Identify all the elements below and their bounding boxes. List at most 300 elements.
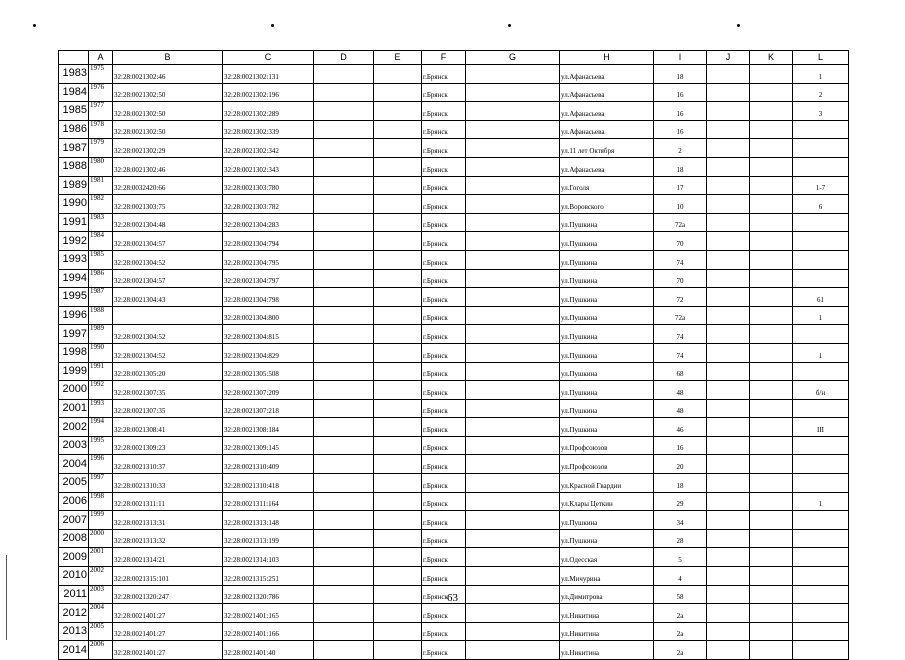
cell-l[interactable] bbox=[793, 362, 849, 381]
row-number[interactable]: 1999 bbox=[59, 362, 89, 381]
cell-h[interactable]: ул.Пушкина bbox=[560, 511, 654, 530]
cell-j[interactable] bbox=[707, 176, 750, 195]
cell-h[interactable]: ул.Пушкина bbox=[560, 232, 654, 251]
cell-c[interactable]: 32:28:0021302:343 bbox=[223, 157, 314, 176]
cell-h[interactable]: ул.Никитина bbox=[560, 622, 654, 641]
cell-a[interactable]: 1986 bbox=[89, 269, 113, 288]
cell-h[interactable]: ул.Профсоюзов bbox=[560, 436, 654, 455]
cell-c[interactable]: 32:28:0021401:166 bbox=[223, 622, 314, 641]
cell-j[interactable] bbox=[707, 492, 750, 511]
cell-c[interactable]: 32:28:0021309:145 bbox=[223, 436, 314, 455]
cell-b[interactable]: 32:28:0021304:52 bbox=[113, 250, 223, 269]
cell-k[interactable] bbox=[750, 511, 793, 530]
row-number[interactable]: 1998 bbox=[59, 343, 89, 362]
cell-j[interactable] bbox=[707, 399, 750, 418]
cell-k[interactable] bbox=[750, 455, 793, 474]
cell-j[interactable] bbox=[707, 455, 750, 474]
row-number[interactable]: 2007 bbox=[59, 511, 89, 530]
cell-f[interactable]: г.Брянск bbox=[422, 213, 466, 232]
cell-a[interactable]: 2001 bbox=[89, 548, 113, 567]
cell-i[interactable]: 2а bbox=[654, 604, 707, 623]
cell-h[interactable]: ул.Мичурина bbox=[560, 567, 654, 586]
cell-k[interactable] bbox=[750, 548, 793, 567]
cell-g[interactable] bbox=[466, 65, 560, 84]
cell-k[interactable] bbox=[750, 269, 793, 288]
cell-j[interactable] bbox=[707, 213, 750, 232]
cell-g[interactable] bbox=[466, 641, 560, 660]
cell-k[interactable] bbox=[750, 399, 793, 418]
cell-k[interactable] bbox=[750, 604, 793, 623]
cell-j[interactable] bbox=[707, 362, 750, 381]
cell-b[interactable]: 32:28:0021309:23 bbox=[113, 436, 223, 455]
cell-k[interactable] bbox=[750, 492, 793, 511]
cell-b[interactable]: 32:28:0021303:75 bbox=[113, 195, 223, 214]
cell-e[interactable] bbox=[374, 102, 422, 121]
cell-f[interactable]: г.Брянск bbox=[422, 529, 466, 548]
cell-a[interactable]: 2002 bbox=[89, 567, 113, 586]
cell-f[interactable]: г.Брянск bbox=[422, 157, 466, 176]
cell-h[interactable]: ул.Пушкина bbox=[560, 306, 654, 325]
cell-g[interactable] bbox=[466, 343, 560, 362]
cell-a[interactable]: 1976 bbox=[89, 83, 113, 102]
cell-a[interactable]: 1990 bbox=[89, 343, 113, 362]
cell-d[interactable] bbox=[314, 65, 374, 84]
cell-j[interactable] bbox=[707, 83, 750, 102]
cell-j[interactable] bbox=[707, 288, 750, 307]
cell-h[interactable]: ул.Пушкина bbox=[560, 269, 654, 288]
cell-d[interactable] bbox=[314, 306, 374, 325]
cell-g[interactable] bbox=[466, 232, 560, 251]
cell-a[interactable]: 1993 bbox=[89, 399, 113, 418]
cell-h[interactable]: ул.Пушкина bbox=[560, 362, 654, 381]
column-header[interactable]: L bbox=[793, 51, 849, 65]
cell-k[interactable] bbox=[750, 325, 793, 344]
cell-h[interactable]: ул.Афанасьева bbox=[560, 157, 654, 176]
cell-l[interactable] bbox=[793, 474, 849, 493]
cell-i[interactable]: 2а bbox=[654, 622, 707, 641]
cell-a[interactable]: 1975 bbox=[89, 65, 113, 84]
cell-b[interactable]: 32:28:0021305:20 bbox=[113, 362, 223, 381]
cell-k[interactable] bbox=[750, 622, 793, 641]
cell-k[interactable] bbox=[750, 250, 793, 269]
cell-f[interactable]: г.Брянск bbox=[422, 567, 466, 586]
cell-k[interactable] bbox=[750, 381, 793, 400]
cell-g[interactable] bbox=[466, 511, 560, 530]
cell-j[interactable] bbox=[707, 232, 750, 251]
cell-a[interactable]: 1998 bbox=[89, 492, 113, 511]
cell-j[interactable] bbox=[707, 102, 750, 121]
cell-k[interactable] bbox=[750, 362, 793, 381]
cell-a[interactable]: 1989 bbox=[89, 325, 113, 344]
cell-f[interactable]: г.Брянск bbox=[422, 418, 466, 437]
cell-e[interactable] bbox=[374, 455, 422, 474]
cell-g[interactable] bbox=[466, 436, 560, 455]
cell-i[interactable]: 48 bbox=[654, 399, 707, 418]
cell-e[interactable] bbox=[374, 120, 422, 139]
cell-f[interactable]: г.Брянск bbox=[422, 474, 466, 493]
cell-l[interactable] bbox=[793, 269, 849, 288]
cell-i[interactable]: 74 bbox=[654, 250, 707, 269]
cell-g[interactable] bbox=[466, 157, 560, 176]
cell-h[interactable]: ул.Никитина bbox=[560, 641, 654, 660]
cell-a[interactable]: 2003 bbox=[89, 585, 113, 604]
cell-i[interactable]: 17 bbox=[654, 176, 707, 195]
cell-b[interactable]: 32:28:0021302:50 bbox=[113, 83, 223, 102]
cell-g[interactable] bbox=[466, 492, 560, 511]
cell-f[interactable]: г.Брянск bbox=[422, 139, 466, 158]
cell-k[interactable] bbox=[750, 195, 793, 214]
cell-i[interactable]: 70 bbox=[654, 269, 707, 288]
cell-i[interactable]: 2а bbox=[654, 641, 707, 660]
cell-a[interactable]: 1984 bbox=[89, 232, 113, 251]
cell-g[interactable] bbox=[466, 213, 560, 232]
cell-k[interactable] bbox=[750, 306, 793, 325]
cell-k[interactable] bbox=[750, 641, 793, 660]
cell-b[interactable]: 32:28:0021302:50 bbox=[113, 120, 223, 139]
cell-a[interactable]: 1996 bbox=[89, 455, 113, 474]
cell-i[interactable]: 74 bbox=[654, 325, 707, 344]
column-header[interactable]: H bbox=[560, 51, 654, 65]
cell-i[interactable]: 34 bbox=[654, 511, 707, 530]
cell-b[interactable]: 32:28:0021314:21 bbox=[113, 548, 223, 567]
cell-a[interactable]: 1988 bbox=[89, 306, 113, 325]
row-number[interactable]: 1983 bbox=[59, 65, 89, 84]
cell-f[interactable]: г.Брянск bbox=[422, 176, 466, 195]
row-number[interactable]: 2013 bbox=[59, 622, 89, 641]
row-number[interactable]: 1987 bbox=[59, 139, 89, 158]
cell-c[interactable]: 32:28:0021304:283 bbox=[223, 213, 314, 232]
row-number[interactable]: 1992 bbox=[59, 232, 89, 251]
cell-c[interactable]: 32:28:0021304:815 bbox=[223, 325, 314, 344]
cell-e[interactable] bbox=[374, 362, 422, 381]
row-number[interactable]: 1994 bbox=[59, 269, 89, 288]
cell-i[interactable]: 72 bbox=[654, 288, 707, 307]
cell-k[interactable] bbox=[750, 436, 793, 455]
cell-c[interactable]: 32:28:0021302:289 bbox=[223, 102, 314, 121]
cell-f[interactable]: г.Брянск bbox=[422, 83, 466, 102]
cell-a[interactable]: 1994 bbox=[89, 418, 113, 437]
cell-i[interactable]: 16 bbox=[654, 120, 707, 139]
cell-f[interactable]: г.Брянск bbox=[422, 511, 466, 530]
cell-a[interactable]: 1981 bbox=[89, 176, 113, 195]
cell-g[interactable] bbox=[466, 139, 560, 158]
cell-a[interactable]: 2004 bbox=[89, 604, 113, 623]
row-number[interactable]: 2000 bbox=[59, 381, 89, 400]
cell-l[interactable] bbox=[793, 455, 849, 474]
cell-g[interactable] bbox=[466, 362, 560, 381]
cell-l[interactable]: 61 bbox=[793, 288, 849, 307]
cell-d[interactable] bbox=[314, 455, 374, 474]
cell-k[interactable] bbox=[750, 213, 793, 232]
cell-i[interactable]: 5 bbox=[654, 548, 707, 567]
cell-b[interactable]: 32:28:0021304:57 bbox=[113, 232, 223, 251]
cell-c[interactable]: 32:28:0021307:209 bbox=[223, 381, 314, 400]
cell-h[interactable]: ул.Пушкина bbox=[560, 381, 654, 400]
cell-f[interactable]: г.Брянск bbox=[422, 232, 466, 251]
cell-a[interactable]: 1980 bbox=[89, 157, 113, 176]
cell-l[interactable] bbox=[793, 436, 849, 455]
cell-h[interactable]: ул.Пушкина bbox=[560, 529, 654, 548]
cell-i[interactable]: 58 bbox=[654, 585, 707, 604]
cell-d[interactable] bbox=[314, 511, 374, 530]
cell-b[interactable]: 32:28:0021311:11 bbox=[113, 492, 223, 511]
cell-h[interactable]: ул.Пушкина bbox=[560, 399, 654, 418]
cell-l[interactable]: 2 bbox=[793, 83, 849, 102]
cell-c[interactable]: 32:28:0021308:184 bbox=[223, 418, 314, 437]
row-number[interactable]: 1991 bbox=[59, 213, 89, 232]
cell-b[interactable]: 32:28:0021315:101 bbox=[113, 567, 223, 586]
cell-a[interactable]: 1987 bbox=[89, 288, 113, 307]
cell-i[interactable]: 74 bbox=[654, 343, 707, 362]
cell-i[interactable]: 4 bbox=[654, 567, 707, 586]
cell-i[interactable]: 18 bbox=[654, 157, 707, 176]
column-header[interactable]: G bbox=[466, 51, 560, 65]
cell-c[interactable]: 32:28:0021304:800 bbox=[223, 306, 314, 325]
cell-l[interactable] bbox=[793, 120, 849, 139]
cell-d[interactable] bbox=[314, 548, 374, 567]
row-number[interactable]: 2008 bbox=[59, 529, 89, 548]
cell-l[interactable] bbox=[793, 250, 849, 269]
cell-h[interactable]: ул.Афанасьева bbox=[560, 120, 654, 139]
cell-e[interactable] bbox=[374, 548, 422, 567]
cell-k[interactable] bbox=[750, 139, 793, 158]
cell-c[interactable]: 32:28:0021311:164 bbox=[223, 492, 314, 511]
cell-c[interactable]: 32:28:0021304:795 bbox=[223, 250, 314, 269]
cell-j[interactable] bbox=[707, 567, 750, 586]
cell-f[interactable]: г.Брянск bbox=[422, 288, 466, 307]
cell-d[interactable] bbox=[314, 250, 374, 269]
column-header[interactable]: B bbox=[113, 51, 223, 65]
cell-l[interactable]: III bbox=[793, 418, 849, 437]
cell-f[interactable]: г.Брянск bbox=[422, 622, 466, 641]
cell-d[interactable] bbox=[314, 622, 374, 641]
cell-e[interactable] bbox=[374, 511, 422, 530]
cell-a[interactable]: 1997 bbox=[89, 474, 113, 493]
column-header[interactable]: J bbox=[707, 51, 750, 65]
cell-e[interactable] bbox=[374, 139, 422, 158]
cell-e[interactable] bbox=[374, 195, 422, 214]
cell-b[interactable] bbox=[113, 306, 223, 325]
cell-i[interactable]: 16 bbox=[654, 436, 707, 455]
cell-h[interactable]: ул.Профсоюзов bbox=[560, 455, 654, 474]
row-number[interactable]: 1988 bbox=[59, 157, 89, 176]
cell-g[interactable] bbox=[466, 325, 560, 344]
cell-h[interactable]: ул.Воровского bbox=[560, 195, 654, 214]
column-header[interactable]: F bbox=[422, 51, 466, 65]
cell-j[interactable] bbox=[707, 604, 750, 623]
cell-g[interactable] bbox=[466, 269, 560, 288]
cell-l[interactable] bbox=[793, 604, 849, 623]
cell-k[interactable] bbox=[750, 176, 793, 195]
cell-g[interactable] bbox=[466, 418, 560, 437]
cell-b[interactable]: 32:28:0021307:35 bbox=[113, 399, 223, 418]
row-number[interactable]: 2003 bbox=[59, 436, 89, 455]
cell-k[interactable] bbox=[750, 232, 793, 251]
cell-l[interactable] bbox=[793, 567, 849, 586]
cell-j[interactable] bbox=[707, 325, 750, 344]
cell-a[interactable]: 1999 bbox=[89, 511, 113, 530]
column-header[interactable]: A bbox=[89, 51, 113, 65]
cell-c[interactable]: 32:28:0021303:780 bbox=[223, 176, 314, 195]
cell-b[interactable]: 32:28:0021401:27 bbox=[113, 622, 223, 641]
cell-e[interactable] bbox=[374, 418, 422, 437]
cell-e[interactable] bbox=[374, 157, 422, 176]
cell-b[interactable]: 32:28:0021401:27 bbox=[113, 604, 223, 623]
cell-c[interactable]: 32:28:0021304:829 bbox=[223, 343, 314, 362]
cell-i[interactable]: 70 bbox=[654, 232, 707, 251]
cell-d[interactable] bbox=[314, 492, 374, 511]
cell-f[interactable]: г.Брянск bbox=[422, 325, 466, 344]
cell-i[interactable]: 29 bbox=[654, 492, 707, 511]
cell-j[interactable] bbox=[707, 343, 750, 362]
row-number[interactable]: 1996 bbox=[59, 306, 89, 325]
cell-d[interactable] bbox=[314, 436, 374, 455]
cell-h[interactable]: ул.Красной Гвардии bbox=[560, 474, 654, 493]
cell-j[interactable] bbox=[707, 306, 750, 325]
cell-c[interactable]: 32:28:0021307:218 bbox=[223, 399, 314, 418]
cell-a[interactable]: 2000 bbox=[89, 529, 113, 548]
cell-h[interactable]: ул.Клары Цеткин bbox=[560, 492, 654, 511]
column-header[interactable]: C bbox=[223, 51, 314, 65]
cell-k[interactable] bbox=[750, 343, 793, 362]
cell-g[interactable] bbox=[466, 399, 560, 418]
cell-e[interactable] bbox=[374, 325, 422, 344]
cell-e[interactable] bbox=[374, 604, 422, 623]
cell-c[interactable]: 32:28:0021303:782 bbox=[223, 195, 314, 214]
cell-k[interactable] bbox=[750, 65, 793, 84]
cell-b[interactable]: 32:28:0021304:52 bbox=[113, 325, 223, 344]
cell-l[interactable]: 1 bbox=[793, 306, 849, 325]
row-number[interactable]: 2004 bbox=[59, 455, 89, 474]
row-number[interactable]: 1990 bbox=[59, 195, 89, 214]
cell-c[interactable]: 32:28:0021302:339 bbox=[223, 120, 314, 139]
cell-a[interactable]: 1982 bbox=[89, 195, 113, 214]
cell-j[interactable] bbox=[707, 474, 750, 493]
cell-d[interactable] bbox=[314, 83, 374, 102]
cell-i[interactable]: 18 bbox=[654, 65, 707, 84]
cell-i[interactable]: 72а bbox=[654, 213, 707, 232]
cell-g[interactable] bbox=[466, 102, 560, 121]
cell-l[interactable] bbox=[793, 213, 849, 232]
row-number[interactable]: 1986 bbox=[59, 120, 89, 139]
cell-h[interactable]: ул.Никитина bbox=[560, 604, 654, 623]
cell-j[interactable] bbox=[707, 511, 750, 530]
cell-i[interactable]: 68 bbox=[654, 362, 707, 381]
cell-k[interactable] bbox=[750, 567, 793, 586]
cell-e[interactable] bbox=[374, 641, 422, 660]
cell-a[interactable]: 1985 bbox=[89, 250, 113, 269]
cell-b[interactable]: 32:28:0021304:43 bbox=[113, 288, 223, 307]
cell-e[interactable] bbox=[374, 232, 422, 251]
cell-g[interactable] bbox=[466, 120, 560, 139]
cell-h[interactable]: ул.Афанасьева bbox=[560, 65, 654, 84]
cell-e[interactable] bbox=[374, 269, 422, 288]
cell-h[interactable]: ул.Димитрова bbox=[560, 585, 654, 604]
cell-l[interactable]: 6 bbox=[793, 195, 849, 214]
cell-j[interactable] bbox=[707, 139, 750, 158]
cell-k[interactable] bbox=[750, 83, 793, 102]
cell-l[interactable] bbox=[793, 529, 849, 548]
cell-k[interactable] bbox=[750, 102, 793, 121]
corner-cell[interactable] bbox=[59, 51, 89, 65]
row-number[interactable]: 1984 bbox=[59, 83, 89, 102]
cell-g[interactable] bbox=[466, 455, 560, 474]
cell-e[interactable] bbox=[374, 250, 422, 269]
cell-a[interactable]: 1978 bbox=[89, 120, 113, 139]
cell-g[interactable] bbox=[466, 604, 560, 623]
cell-d[interactable] bbox=[314, 567, 374, 586]
cell-i[interactable]: 20 bbox=[654, 455, 707, 474]
cell-k[interactable] bbox=[750, 529, 793, 548]
cell-l[interactable] bbox=[793, 548, 849, 567]
cell-i[interactable]: 16 bbox=[654, 102, 707, 121]
cell-b[interactable]: 32:28:0021302:46 bbox=[113, 157, 223, 176]
cell-d[interactable] bbox=[314, 232, 374, 251]
cell-b[interactable]: 32:28:0021302:46 bbox=[113, 65, 223, 84]
cell-g[interactable] bbox=[466, 176, 560, 195]
cell-d[interactable] bbox=[314, 157, 374, 176]
cell-b[interactable]: 32:28:0021320:247 bbox=[113, 585, 223, 604]
row-number[interactable]: 2002 bbox=[59, 418, 89, 437]
cell-i[interactable]: 18 bbox=[654, 474, 707, 493]
cell-a[interactable]: 1983 bbox=[89, 213, 113, 232]
cell-c[interactable]: 32:28:0021313:199 bbox=[223, 529, 314, 548]
cell-i[interactable]: 2 bbox=[654, 139, 707, 158]
cell-f[interactable]: г.Брянск bbox=[422, 436, 466, 455]
cell-e[interactable] bbox=[374, 288, 422, 307]
cell-j[interactable] bbox=[707, 65, 750, 84]
cell-d[interactable] bbox=[314, 325, 374, 344]
cell-l[interactable] bbox=[793, 399, 849, 418]
row-number[interactable]: 1997 bbox=[59, 325, 89, 344]
cell-a[interactable]: 1992 bbox=[89, 381, 113, 400]
cell-f[interactable]: г.Брянск bbox=[422, 381, 466, 400]
cell-l[interactable] bbox=[793, 622, 849, 641]
cell-e[interactable] bbox=[374, 436, 422, 455]
cell-d[interactable] bbox=[314, 474, 374, 493]
cell-g[interactable] bbox=[466, 622, 560, 641]
cell-l[interactable] bbox=[793, 641, 849, 660]
cell-e[interactable] bbox=[374, 474, 422, 493]
cell-k[interactable] bbox=[750, 120, 793, 139]
cell-l[interactable]: 1-7 bbox=[793, 176, 849, 195]
cell-d[interactable] bbox=[314, 176, 374, 195]
cell-f[interactable]: г.Брянск bbox=[422, 306, 466, 325]
cell-f[interactable]: г.Брянск bbox=[422, 120, 466, 139]
cell-g[interactable] bbox=[466, 567, 560, 586]
cell-f[interactable]: г.Брянск bbox=[422, 641, 466, 660]
column-header[interactable]: E bbox=[374, 51, 422, 65]
row-number[interactable]: 2011 bbox=[59, 585, 89, 604]
cell-d[interactable] bbox=[314, 399, 374, 418]
cell-e[interactable] bbox=[374, 213, 422, 232]
cell-j[interactable] bbox=[707, 250, 750, 269]
cell-f[interactable]: г.Брянск bbox=[422, 65, 466, 84]
cell-b[interactable]: 32:28:0021401:27 bbox=[113, 641, 223, 660]
cell-d[interactable] bbox=[314, 381, 374, 400]
cell-f[interactable]: г.Брянск bbox=[422, 250, 466, 269]
cell-c[interactable]: 32:28:0021305:508 bbox=[223, 362, 314, 381]
cell-j[interactable] bbox=[707, 436, 750, 455]
cell-d[interactable] bbox=[314, 288, 374, 307]
cell-b[interactable]: 32:28:0021304:48 bbox=[113, 213, 223, 232]
cell-d[interactable] bbox=[314, 362, 374, 381]
cell-g[interactable] bbox=[466, 548, 560, 567]
cell-a[interactable]: 2005 bbox=[89, 622, 113, 641]
row-number[interactable]: 1995 bbox=[59, 288, 89, 307]
cell-j[interactable] bbox=[707, 641, 750, 660]
cell-d[interactable] bbox=[314, 213, 374, 232]
